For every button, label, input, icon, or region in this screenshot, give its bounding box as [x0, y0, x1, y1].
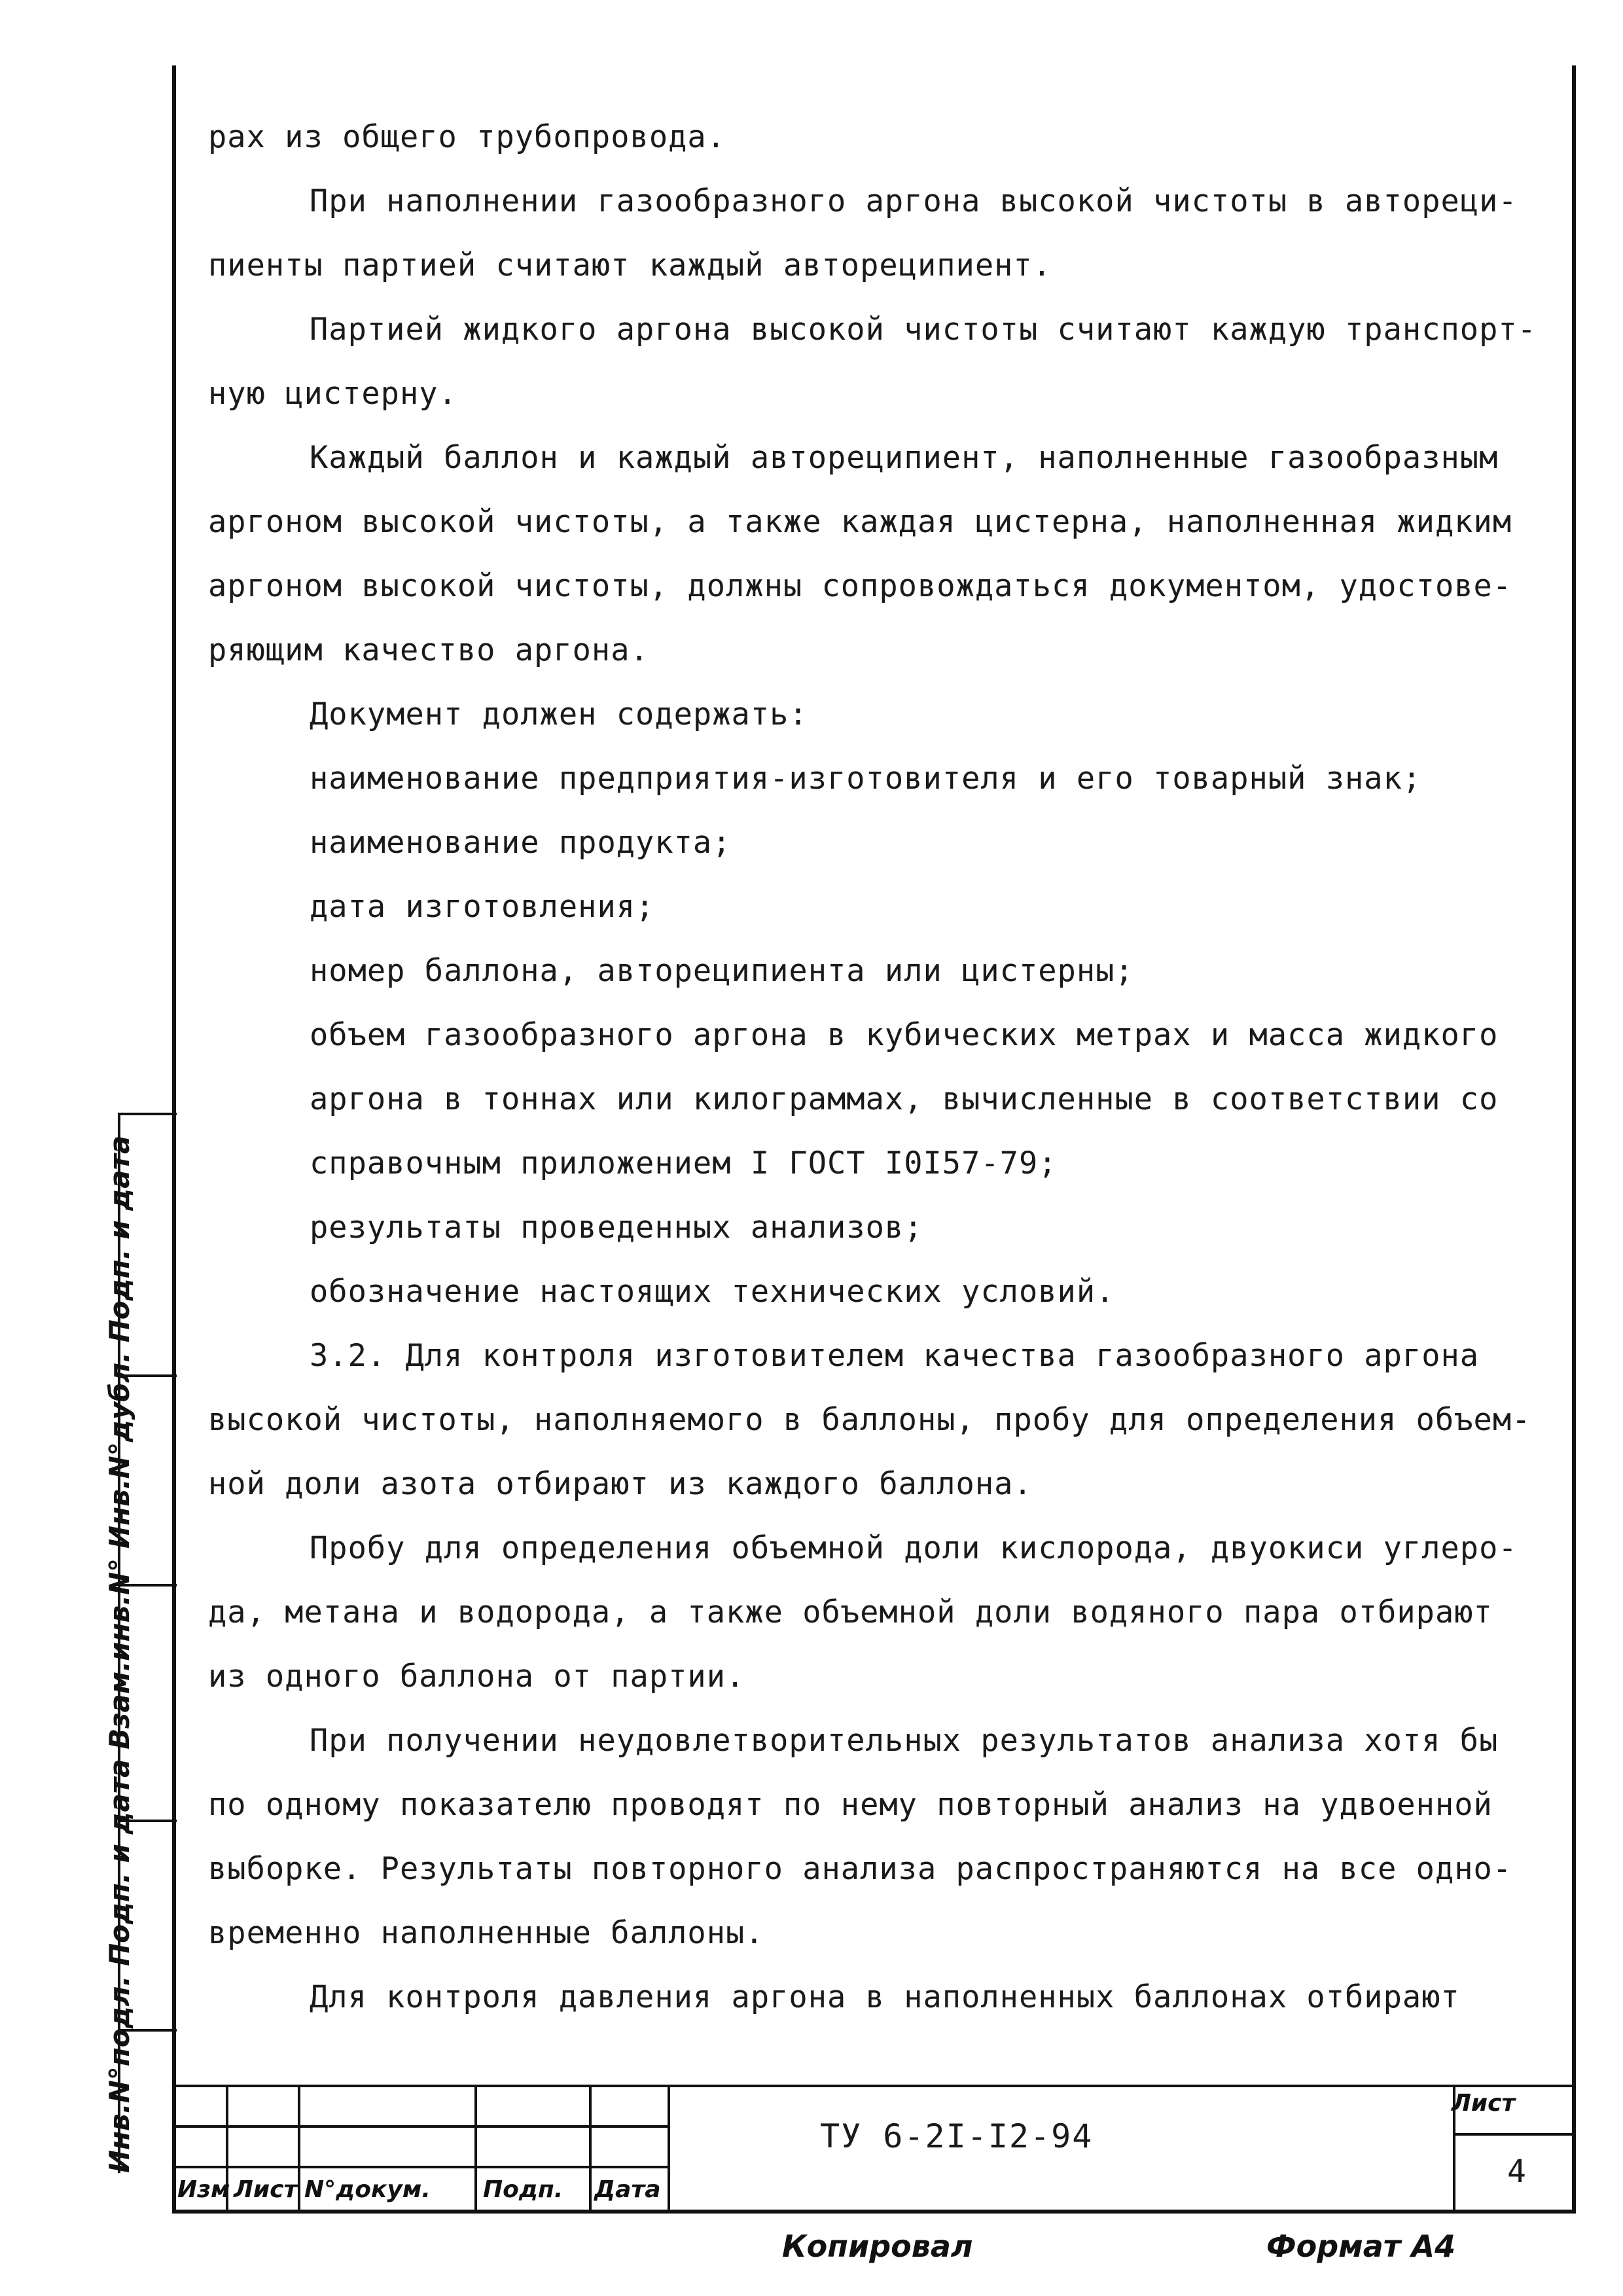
title-block-top-line: [172, 2085, 1576, 2087]
body-line: Документ должен содержать:: [310, 696, 808, 732]
body-line: по одному показателю проводят по нему повторный анализ на удвоенной: [208, 1787, 1493, 1823]
format-label: Формат А4: [1266, 2229, 1456, 2264]
body-line: высокой чистоты, наполняемого в баллоны, пробу для определения объем-: [208, 1402, 1531, 1438]
body-line: Каждый баллон и каждый автореципиент, наполненные газообразным: [310, 440, 1499, 476]
col-izm-label: Изм: [177, 2176, 230, 2203]
sheet-number: 4: [1507, 2153, 1526, 2190]
body-line: аргоном высокой чистоты, а также каждая цистерна, наполненная жидким: [208, 504, 1512, 540]
title-block-col-line: [474, 2085, 477, 2214]
body-line: 3.2. Для контроля изготовителем качества газообразного аргона: [310, 1338, 1480, 1374]
sheet-cell-divider: [1455, 2133, 1576, 2136]
frame-right-border: [1572, 65, 1576, 2212]
title-block-col-line: [298, 2085, 300, 2214]
title-block-col-line: [668, 2085, 670, 2214]
col-date-label: Дата: [594, 2176, 661, 2203]
body-line: из одного баллона от партии.: [208, 1659, 745, 1695]
list-item: дата изготовления;: [310, 889, 655, 925]
margin-stamp-text: Инв.N°подл. Подп. и дата Взам.инв.N° Инв.N°дубл. Подп. и дата: [103, 1135, 135, 2173]
col-doc-label: N°докум.: [304, 2176, 431, 2203]
margin-divider: [118, 1113, 177, 1115]
list-item: наименование предприятия-изготовителя и его товарный знак;: [310, 761, 1422, 797]
body-line: ную цистерну.: [208, 376, 457, 412]
body-line: временно наполненные баллоны.: [208, 1915, 764, 1951]
list-item: наименование продукта;: [310, 825, 732, 861]
body-line: пиенты партией считают каждый автореципиент.: [208, 247, 1052, 283]
copied-label: Копировал: [782, 2229, 973, 2264]
body-line: ряющим качество аргона.: [208, 632, 649, 668]
title-block-col-line: [589, 2085, 592, 2214]
body-line: Пробу для определения объемной доли кислорода, двуокиси углеро-: [310, 1530, 1518, 1566]
body-line: аргоном высокой чистоты, должны сопровождаться документом, удостове-: [208, 568, 1512, 604]
title-block: [172, 2085, 1576, 2214]
title-block-row-line: [172, 2166, 669, 2168]
col-sign-label: Подп.: [483, 2176, 563, 2203]
list-item: обозначение настоящих технических условий.: [310, 1274, 1115, 1310]
body-line: При наполнении газообразного аргона высокой чистоты в автореци-: [310, 183, 1518, 219]
list-item: объем газообразного аргона в кубических метрах и масса жидкого: [310, 1017, 1499, 1053]
body-line: При получении неудовлетворительных результатов анализа хотя бы: [310, 1723, 1499, 1759]
list-item: справочным приложением I ГОСТ I0I57-79;: [310, 1145, 1058, 1181]
body-line: да, метана и водорода, а также объемной доли водяного пара отбирают: [208, 1594, 1493, 1630]
document-code: ТУ 6-2I-I2-94: [820, 2117, 1094, 2155]
body-line: ной доли азота отбирают из каждого баллона.: [208, 1466, 1033, 1502]
body-line: Партией жидкого аргона высокой чистоты считают каждую транспорт-: [310, 312, 1537, 348]
body-line: рах из общего трубопровода.: [208, 119, 726, 155]
list-item: номер баллона, автореципиента или цистерны;: [310, 953, 1134, 989]
title-block-row-line: [172, 2125, 669, 2128]
body-line: Для контроля давления аргона в наполненных баллонах отбирают: [310, 1979, 1460, 2015]
sheet-label: Лист: [1452, 2090, 1516, 2117]
list-item: результаты проведенных анализов;: [310, 1210, 923, 1246]
col-list-label: Лист: [234, 2176, 298, 2203]
body-line: выборке. Результаты повторного анализа распространяются на все одно-: [208, 1851, 1512, 1887]
list-item: аргона в тоннах или килограммах, вычисленные в соответствии со: [310, 1081, 1499, 1117]
